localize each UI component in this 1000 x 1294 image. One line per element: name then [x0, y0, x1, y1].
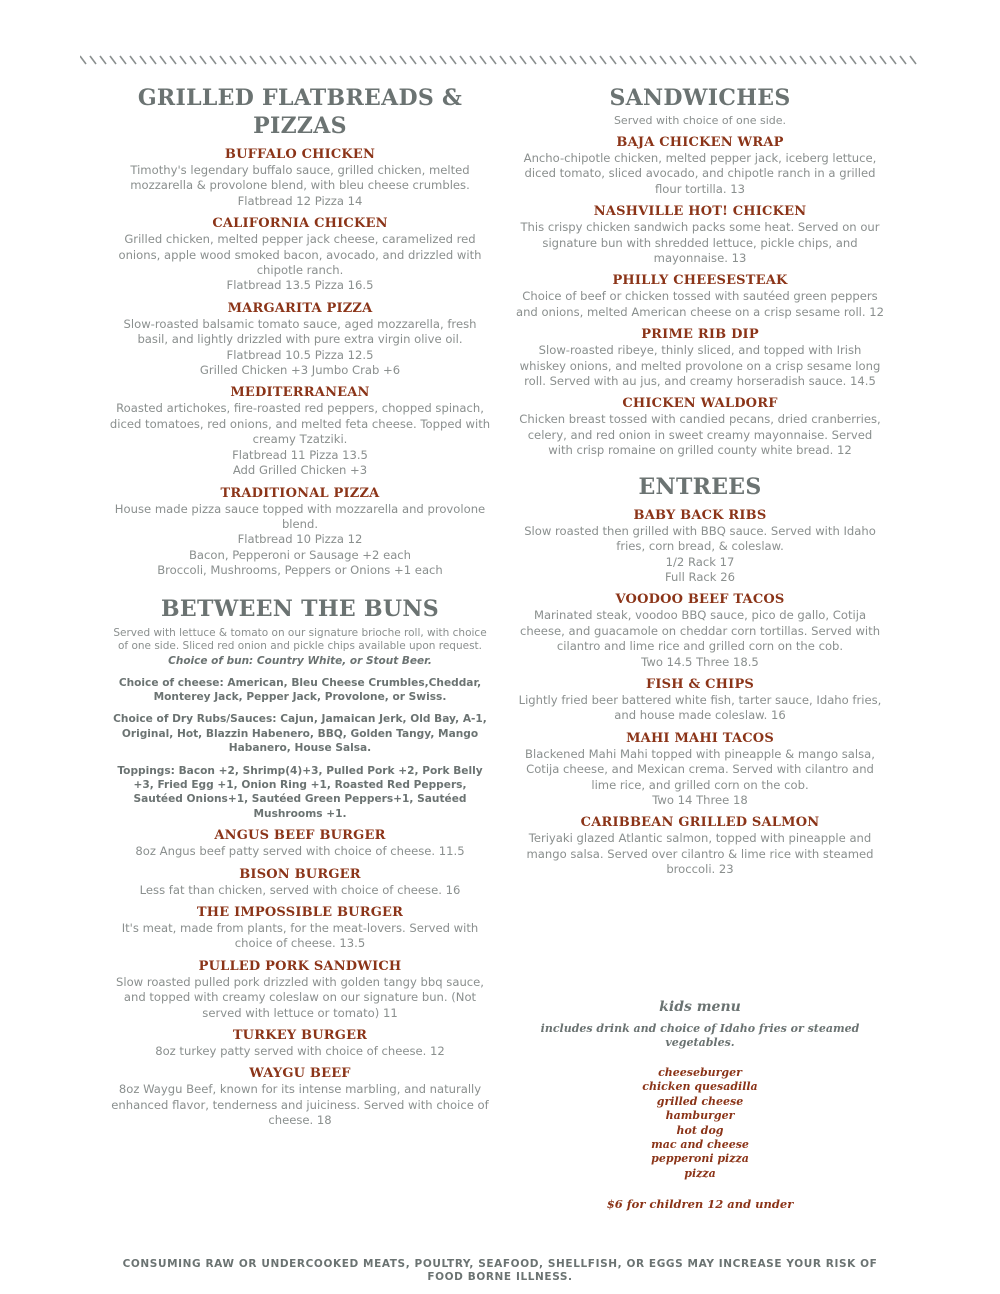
menu-item — [514, 815, 886, 877]
menu-item-name: MARGARITA PIZZA — [227, 300, 373, 316]
rubs-choice: Choice of Dry Rubs/Sauces: Cajun, Jamaican Jerk, Old Bay, A-1, Original, Hot, Blazzin Habenero, BBQ, Golden Tangy, Mango Habanero, House Salsa. — [113, 713, 487, 755]
buns-items — [108, 828, 492, 1128]
menu-item — [108, 1066, 492, 1128]
menu-item-description — [108, 232, 492, 294]
menu-item-line: Two 14.5 Three 18.5 — [641, 654, 759, 669]
menu-item-name: MEDITERRANEAN — [230, 385, 370, 401]
menu-item-line: Slow-roasted ribeye, thinly sliced, and topped with Irish whiskey onions, and melted provolone on a crisp sesame long roll. Served with au jus, and creamy horseradish sauce. 14.5 — [519, 343, 881, 389]
menu-item — [108, 216, 492, 294]
menu-item-line: Flatbread 10 Pizza 12 — [237, 532, 363, 547]
menu-item-description — [514, 289, 886, 320]
menu-item-description — [514, 343, 886, 389]
menu-item-line: This crispy chicken sandwich packs some heat. Served on our signature bun with shredded lettuce, pickle chips, and mayonnaise. 13 — [520, 220, 880, 266]
menu-item — [108, 486, 492, 579]
menu-item-name: BAJA CHICKEN WRAP — [616, 135, 784, 150]
menu-item-line: Bacon, Pepperoni or Sausage +2 each — [188, 547, 412, 562]
menu-item-line: Ancho-chipotle chicken, melted pepper jack, iceberg lettuce, diced tomato, sliced avocado, and chipotle ranch in a grilled flour tortilla. 13 — [523, 151, 877, 196]
menu-item-description — [514, 747, 886, 809]
menu-item — [108, 828, 492, 859]
sandwiches-section — [514, 84, 886, 459]
menu-item-line: 8oz turkey patty served with choice of cheese. 12 — [155, 1044, 445, 1059]
kids-menu-subtitle: includes drink and choice of Idaho fries or steamed vegetables. — [540, 1022, 860, 1049]
menu-item-line: 1/2 Rack 17 — [665, 554, 735, 569]
sandwiches-subtitle: Served with choice of one side. — [613, 114, 787, 127]
menu-item-line: Full Rack 26 — [665, 569, 735, 584]
menu-item-description — [108, 883, 492, 898]
menu-item-name: PHILLY CHEESESTEAK — [612, 273, 788, 289]
menu-item — [514, 204, 886, 266]
menu-item — [514, 327, 886, 389]
menu-item-description — [514, 524, 886, 586]
menu-item — [108, 1028, 492, 1059]
bun-choice: Choice of bun: Country White, or Stout Beer. — [168, 654, 432, 667]
menu-item-line: House made pizza sauce topped with mozzarella and provolone blend. — [114, 501, 486, 531]
menu-item-line: Two 14 Three 18 — [652, 792, 748, 807]
kids-menu-item: pepperoni pizza — [651, 1152, 749, 1166]
entrees-title: ENTREES — [638, 473, 762, 500]
menu-item-name: THE IMPOSSIBLE BURGER — [196, 905, 404, 920]
menu-item-name: CARIBBEAN GRILLED SALMON — [580, 815, 820, 831]
entrees-section — [514, 473, 886, 878]
menu-item-description — [514, 608, 886, 670]
menu-item-line: Broccoli, Mushrooms, Peppers or Onions +1 each — [157, 563, 443, 578]
menu-item-description — [108, 975, 492, 1021]
menu-item-description — [108, 317, 492, 379]
menu-item-description — [108, 844, 492, 859]
kids-menu-item: cheeseburger — [658, 1066, 742, 1079]
menu-item — [514, 135, 886, 197]
right-column — [514, 84, 886, 878]
menu-item-description — [108, 921, 492, 952]
entrees-items — [514, 508, 886, 878]
menu-item-line: Slow roasted pulled pork drizzled with golden tangy bbq sauce, and topped with creamy coleslaw on our signature bun. (Not served with lettuce or tomato) 11 — [115, 974, 484, 1020]
menu-item-description — [514, 693, 886, 724]
menu-item — [514, 273, 886, 320]
menu-item-name: TURKEY BURGER — [232, 1028, 368, 1044]
menu-item-name: MAHI MAHI TACOS — [626, 730, 774, 746]
menu-item-line: Choice of beef or chicken tossed with sautéed green peppers and onions, melted American cheese on a crisp sesame roll. 12 — [515, 289, 885, 319]
kids-menu-item: pizza — [684, 1166, 716, 1180]
kids-menu-items — [530, 1066, 870, 1181]
menu-item-line: Flatbread 11 Pizza 13.5 — [232, 447, 368, 462]
menu-item-line: Grilled chicken, melted pepper jack cheese, caramelized red onions, apple wood smoked bacon, avocado, and drizzled with chipotle ranch. — [118, 232, 482, 278]
menu-item — [514, 396, 886, 458]
menu-item — [108, 905, 492, 952]
menu-item — [514, 731, 886, 809]
menu-item-line: Add Grilled Chicken +3 — [232, 463, 368, 478]
menu-item-line: Roasted artichokes, fire-roasted red peppers, chopped spinach, diced tomatoes, red onions, and melted feta cheese. Topped with creamy Tzatziki. — [109, 401, 491, 447]
menu-item-line: 8oz Waygu Beef, known for its intense marbling, and naturally enhanced flavor, tenderness and juiciness. Served with choice of cheese. 18 — [111, 1082, 489, 1128]
flatbreads-section — [108, 84, 492, 579]
menu-item — [108, 301, 492, 379]
buns-title: BETWEEN THE BUNS — [161, 595, 439, 622]
menu-item — [514, 677, 886, 724]
menu-item-line: Flatbread 12 Pizza 14 — [237, 193, 363, 208]
menu-item-name: CHICKEN WALDORF — [622, 396, 778, 412]
menu-item-name: WAYGU BEEF — [249, 1066, 351, 1082]
menu-item-line: Marinated steak, voodoo BBQ sauce, pico de gallo, Cotija cheese, and guacamole on cheddar corn tortillas. Served with cilantro and lime rice and grilled corn on the cob. — [519, 608, 881, 654]
menu-item-description — [514, 151, 886, 197]
menu-item — [108, 959, 492, 1021]
menu-item-line: It's meat, made from plants, for the meat-lovers. Served with choice of cheese. 13.5 — [121, 921, 479, 951]
menu-item-name: PRIME RIB DIP — [641, 327, 759, 343]
menu-item-name: TRADITIONAL PIZZA — [220, 485, 380, 501]
menu-item-line: Chicken breast tossed with candied pecans, dried cranberries, celery, and red onion in sweet creamy mayonnaise. Served with crisp romaine on grilled county white bread. 12 — [519, 412, 881, 458]
menu-item-line: Slow roasted then grilled with BBQ sauce. Served with Idaho fries, corn bread, & coleslaw. — [524, 523, 876, 554]
kids-menu-item: grilled cheese — [656, 1094, 744, 1108]
sandwiches-title: SANDWICHES — [609, 85, 791, 111]
kids-menu-title: kids menu — [659, 999, 741, 1015]
menu-item-description — [108, 163, 492, 209]
menu-item-name: BUFFALO CHICKEN — [224, 147, 376, 162]
menu-item-name: CALIFORNIA CHICKEN — [212, 216, 388, 232]
menu-item-name: VOODOO BEEF TACOS — [615, 592, 785, 608]
kids-menu-item: chicken quesadilla — [642, 1080, 758, 1094]
menu-item — [108, 385, 492, 478]
kids-menu-item: hamburger — [665, 1109, 735, 1123]
menu-item-description — [108, 1082, 492, 1128]
menu-item-name: PULLED PORK SANDWICH — [198, 958, 402, 974]
menu-item-name: FISH & CHIPS — [645, 676, 755, 692]
flatbreads-items — [108, 147, 492, 579]
menu-item-line: 8oz Angus beef patty served with choice of cheese. 11.5 — [135, 844, 465, 859]
menu-item-line: Slow-roasted balsamic tomato sauce, aged mozzarella, fresh basil, and lightly drizzled with pure extra virgin olive oil. — [123, 316, 477, 347]
menu-item-description — [108, 1044, 492, 1059]
buns-section — [108, 595, 492, 1129]
toppings-choice: Toppings: Bacon +2, Shrimp(4)+3, Pulled Pork +2, Pork Belly +3, Fried Egg +1, Onion Ring +1, Roasted Red Peppers, Sautéed Onions+1, Sautéed Green Peppers+1, Sautéed Mushrooms +1. — [117, 764, 483, 820]
menu-item-description — [108, 502, 492, 579]
food-safety-disclaimer: CONSUMING RAW OR UNDERCOOKED MEATS, POULTRY, SEAFOOD, SHELLFISH, OR EGGS MAY INCREASE YOUR RISK OF FOOD BORNE ILLNESS. — [122, 1258, 878, 1283]
menu-item-line: Timothy's legendary buffalo sauce, grilled chicken, melted mozzarella & provolone blend, with bleu cheese crumbles. — [130, 163, 470, 193]
menu-item-name: NASHVILLE HOT! CHICKEN — [593, 204, 807, 220]
menu-item-line: Less fat than chicken, served with choice of cheese. 16 — [139, 882, 461, 897]
menu-item — [108, 147, 492, 209]
kids-menu-price: $6 for children 12 and under — [606, 1197, 794, 1212]
menu-item-line: Flatbread 10.5 Pizza 12.5 — [226, 347, 374, 362]
menu-item-line: Grilled Chicken +3 Jumbo Crab +6 — [199, 363, 401, 378]
kids-menu-item: mac and cheese — [651, 1138, 749, 1152]
menu-item-line: Blackened Mahi Mahi topped with pineapple & mango salsa, Cotija cheese, and Mexican crema. Served with cilantro and lime rice, and grilled corn on the cob. — [525, 746, 875, 792]
menu-item-description — [514, 220, 886, 266]
menu-item — [108, 867, 492, 898]
menu-item — [514, 592, 886, 670]
menu-item-name: ANGUS BEEF BURGER — [214, 828, 386, 844]
zigzag-border-decoration — [80, 52, 920, 68]
flatbreads-title: GRILLED FLATBREADS & PIZZAS — [137, 85, 463, 139]
left-column — [108, 84, 492, 1129]
menu-item-description — [514, 831, 886, 877]
sandwiches-items — [514, 135, 886, 459]
menu-item-line: Flatbread 13.5 Pizza 16.5 — [226, 278, 374, 293]
menu-item-name: BISON BURGER — [239, 866, 361, 882]
menu-item-description — [108, 401, 492, 478]
menu-item-description — [514, 412, 886, 458]
buns-subtitle: Served with lettuce & tomato on our signature brioche roll, with choice of one side. Sliced red onion and pickle chips available upon request. — [113, 626, 487, 653]
menu-item-name: BABY BACK RIBS — [633, 507, 767, 523]
menu-item — [514, 508, 886, 586]
kids-menu-item: hot dog — [676, 1123, 724, 1137]
menu-item-line: Teriyaki glazed Atlantic salmon, topped with pineapple and mango salsa. Served over cilantro & lime rice with steamed broccoli. 23 — [526, 831, 874, 877]
menu-item-line: Lightly fried beer battered white fish, tarter sauce, Idaho fries, and house made coleslaw. 16 — [518, 692, 882, 723]
kids-menu-section — [530, 998, 870, 1211]
cheese-choice: Choice of cheese: American, Bleu Cheese Crumbles,Cheddar, Monterey Jack, Pepper Jack, Provolone, or Swiss. — [118, 676, 482, 703]
